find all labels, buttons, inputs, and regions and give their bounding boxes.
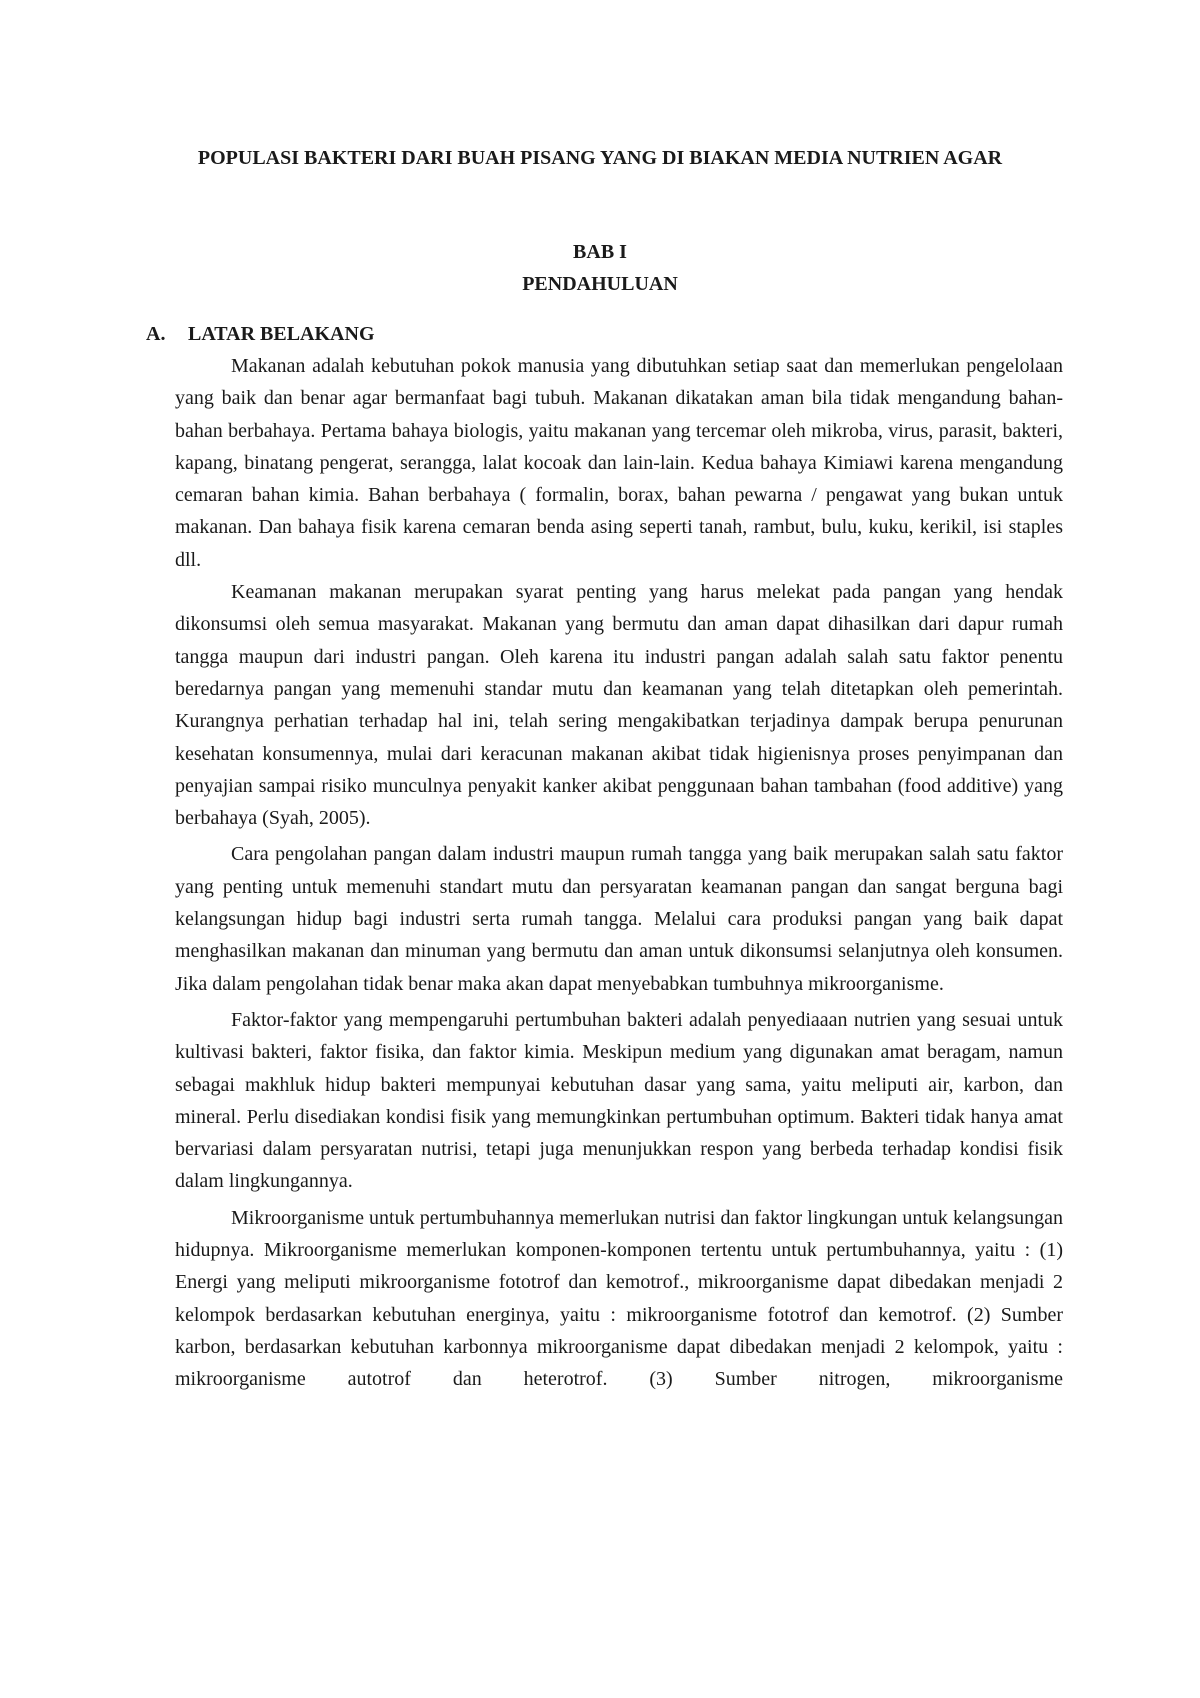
chapter-block: [140, 236, 1060, 300]
document-title: POPULASI BAKTERI DARI BUAH PISANG YANG DI BIAKAN MEDIA NUTRIEN AGAR: [197, 147, 1003, 169]
paragraph-5: Mikroorganisme untuk pertumbuhannya memerlukan nutrisi dan faktor lingkungan untuk kelangsungan hidupnya. Mikroorganisme memerlukan komponen-komponen tertentu untuk pertumbuhannya, yaitu : (1) Energi yang meliputi mikroorganisme fototrof dan kemotrof., mikroorganisme dapat dibedakan menjadi 2 kelompok berdasarkan kebutuhan energinya, yaitu : mikroorganisme fototrof dan kemotrof. (2) Sumber karbon, berdasarkan kebutuhan karbonnya mikroorganisme dapat dibedakan menjadi 2 kelompok, yaitu : mikroorganisme autotrof dan heterotrof. (3) Sumber nitrogen, mikroorganisme: [175, 1206, 1063, 1391]
chapter-title: PENDAHULUAN: [522, 273, 678, 295]
paragraph-4: Faktor-faktor yang mempengaruhi pertumbuhan bakteri adalah penyediaaan nutrien yang sesuai untuk kultivasi bakteri, faktor fisika, dan faktor kimia. Meskipun medium yang digunakan amat beragam, namun sebagai makhluk hidup bakteri mempunyai kebutuhan dasar yang sama, yaitu meliputi air, karbon, dan mineral. Perlu disediakan kondisi fisik yang memungkinkan pertumbuhan optimum. Bakteri tidak hanya amat bervariasi dalam persyaratan nutrisi, tetapi juga menunjukkan respon yang berbeda terhadap kondisi fisik dalam lingkungannya.: [175, 1008, 1063, 1193]
body-text: [175, 350, 1063, 1396]
paragraph-3: Cara pengolahan pangan dalam industri maupun rumah tangga yang baik merupakan salah satu faktor yang penting untuk memenuhi standart mutu dan persyaratan keamanan pangan dan sangat berguna bagi kelangsungan hidup bagi industri serta rumah tangga. Melalui cara produksi pangan yang baik dapat menghasilkan makanan dan minuman yang bermutu dan aman untuk dikonsumsi selanjutnya oleh konsumen. Jika dalam pengolahan tidak benar maka akan dapat menyebabkan tumbuhnya mikroorganisme.: [175, 843, 1063, 995]
paragraph-2: Keamanan makanan merupakan syarat penting yang harus melekat pada pangan yang hendak dikonsumsi oleh semua masyarakat. Makanan yang bermutu dan aman dapat dihasilkan dari dapur rumah tangga maupun dari industri pangan. Oleh karena itu industri pangan adalah salah satu faktor penentu beredarnya pangan yang memenuhi standar mutu dan keamanan yang telah ditetapkan oleh pemerintah. Kurangnya perhatian terhadap hal ini, telah sering mengakibatkan terjadinya dampak berupa penurunan kesehatan konsumennya, mulai dari keracunan makanan akibat tidak higienisnya proses penyimpanan dan penyajian sampai risiko munculnya penyakit kanker akibat penggunaan bahan tambahan (food additive) yang berbahaya (Syah, 2005).: [175, 581, 1063, 830]
paragraph-1: Makanan adalah kebutuhan pokok manusia yang dibutuhkan setiap saat dan memerlukan pengelolaan yang baik dan benar agar bermanfaat bagi tubuh. Makanan dikatakan aman bila tidak mengandung bahan-bahan berbahaya. Pertama bahaya biologis, yaitu makanan yang tercemar oleh mikroba, virus, parasit, bakteri, kapang, binatang pengerat, serangga, lalat kocoak dan lain-lain. Kedua bahaya Kimiawi karena mengandung cemaran bahan kimia. Bahan berbahaya ( formalin, borax, bahan pewarna / pengawat yang bukan untuk makanan. Dan bahaya fisik karena cemaran benda asing seperti tanah, rambut, bulu, kuku, kerikil, isi staples dll.: [175, 355, 1063, 571]
section-letter: A.: [146, 323, 166, 345]
section-heading: [146, 318, 375, 350]
section-title: LATAR BELAKANG: [188, 323, 375, 345]
chapter-number: BAB I: [573, 241, 627, 263]
